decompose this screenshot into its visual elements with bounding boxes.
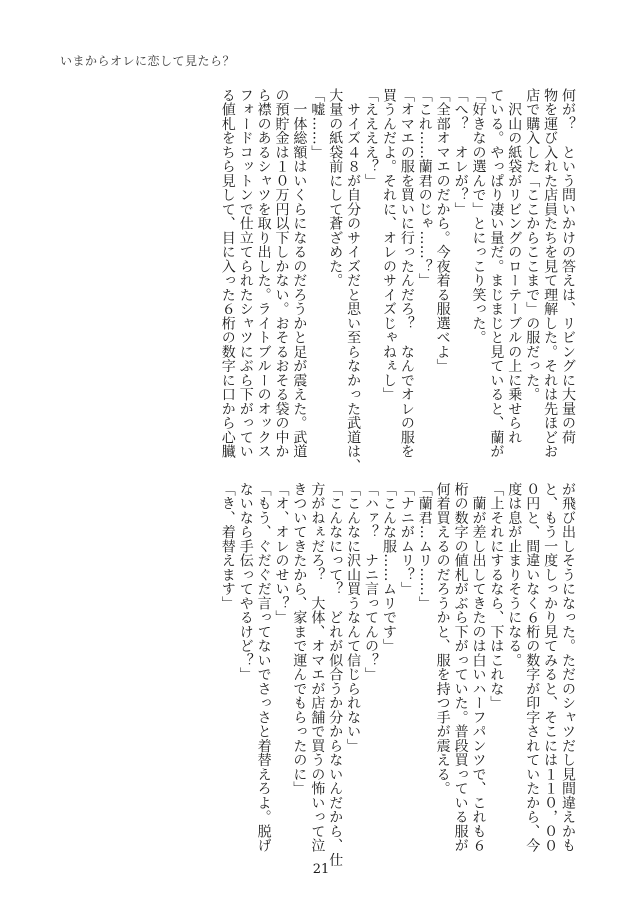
text-line: と、もう一度しっかり見てみると、そこには１１０，００ (542, 482, 559, 853)
text-line: 一体総額はいくらになるのだろうかと足が震えた。武道 (291, 88, 308, 459)
text-line: ０円と、間違いなく６桁の数字が印字されていたから、今 (524, 482, 541, 853)
text-line: 蘭が差し出してきたのは白いハーフパンツで、これも６ (470, 482, 487, 853)
text-line: る値札をちら見して、目に入った６桁の数字に口から心臓 (219, 88, 236, 459)
page-number: 21 (312, 862, 330, 877)
text-line: 「上それにするなら、下はこれな」 (488, 482, 505, 710)
text-line: が飛び出しそうになった。ただのシャツだし見間違えかも (560, 482, 576, 853)
text-line: 「へ？ オレが？」 (452, 88, 469, 217)
upper-text-block (218, 88, 576, 473)
text-line: 「オマエの服を買いに行ったんだろ？ なんでオレの服を (398, 88, 415, 459)
text-line: 何着買えるのだろうかと、服を持つ手が震える。 (434, 482, 451, 796)
text-line: 度は息が止まりそうになる。 (506, 482, 523, 668)
text-line: 「ええええ？」 (363, 88, 380, 188)
text-line: の預貯金は１０万円以下しかない。おそるおそる袋の中か (273, 88, 290, 459)
text-line: 桁の数字の値札がぶら下がっていた。普段買っている服が (452, 482, 469, 853)
text-line: 「好きなの選んで」とにっこり笑った。 (470, 88, 487, 345)
text-line: 沢山の紙袋がリビングのローテーブルの上に乗せられ (506, 88, 523, 445)
text-line: 「ハァ？ ナニ言ってんの？」 (363, 482, 380, 682)
lower-text-block (218, 482, 576, 867)
text-line: 「こんな服……ムリです」 (380, 482, 397, 653)
text-line: 「こんなにって？ どれが似合うか分からないんだから、仕 (327, 482, 344, 867)
text-line: 店で購入した「ここからここまで」の服だった。 (524, 88, 541, 402)
text-line: ている。やっぱり凄い量だ。まじまじと見ていると、蘭が (488, 88, 505, 459)
text-line: ないなら手伝ってやるけど？」 (237, 482, 254, 682)
text-line: 「こんなに沢山買うなんて信じられない」 (345, 482, 362, 753)
text-line: 「オ、オレのせい？」 (273, 482, 290, 625)
text-line: 買うんだよ。それに、オレのサイズじゃねぇし」 (380, 88, 397, 402)
text-line: 「蘭君…ムリ……」 (416, 482, 433, 611)
text-line: 方がねぇだろ？ 大体、オマエが店舗で買うの怖いって泣 (309, 482, 326, 853)
text-line: 何が？ という問いかけの答えは、リビングに大量の荷 (560, 88, 576, 445)
text-line: 「もう、ぐだぐだ言ってないでさっさと着替えろよ。脱げ (255, 482, 272, 853)
text-line: きついてきたから、家まで運んでもらったのに」 (291, 482, 308, 796)
text-line: ら襟のあるシャツを取り出した。ライトブルーのオックス (255, 88, 272, 459)
running-header: いまからオレに恋して見たら？ (60, 54, 236, 68)
text-line: 「ナニがムリ？」 (398, 482, 415, 596)
text-line: 「全部オマエのだから。今夜着る服選べよ」 (434, 88, 451, 373)
text-line: サイズ４８が自分のサイズだと思い至らなかった武道は、 (345, 88, 362, 473)
text-line: 大量の紙袋前にして蒼ざめた。 (327, 88, 344, 288)
text-line: 物を運び入れた店員たちを見て理解した。それは先ほどお (542, 88, 559, 459)
text-line: 「嘘……」 (309, 88, 326, 160)
text-line: 「き、着替えます」 (219, 482, 236, 611)
text-line: 「これ……蘭君のじゃ……？」 (416, 88, 433, 288)
text-line: フォードコットンで仕立てられたシャツにぶら下がってい (237, 88, 254, 459)
